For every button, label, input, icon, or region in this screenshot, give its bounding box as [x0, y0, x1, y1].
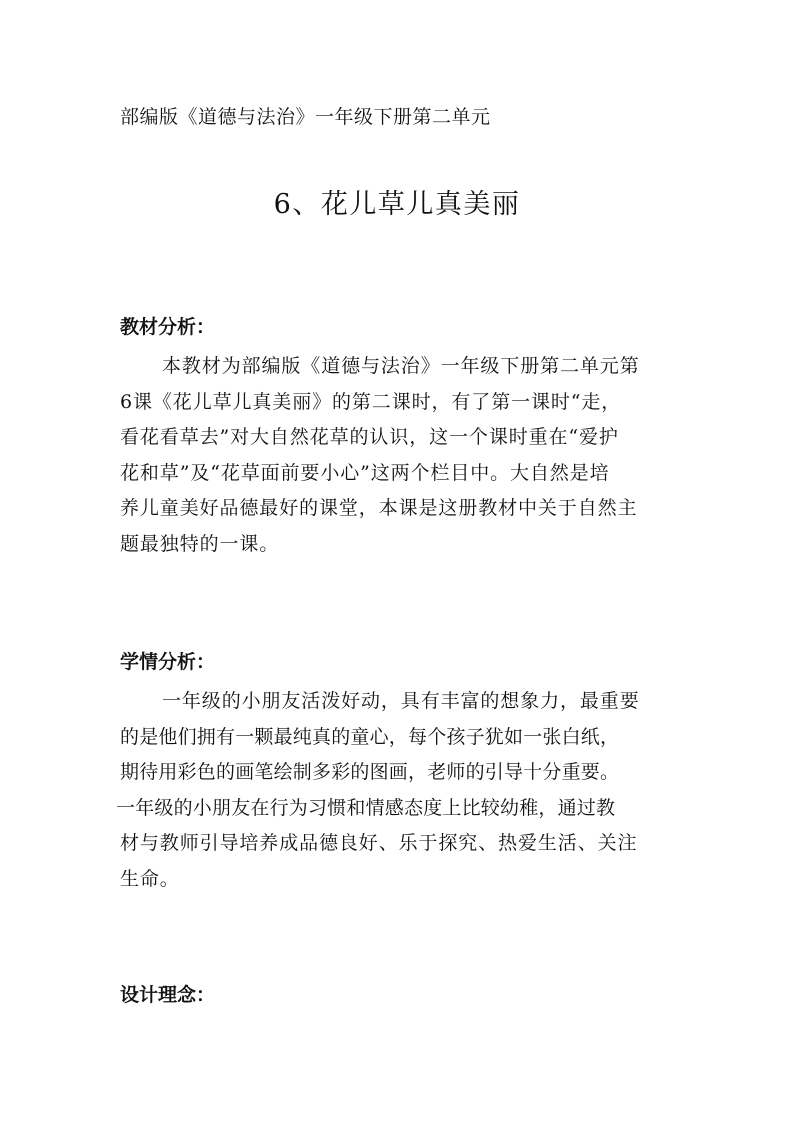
paragraph-line: 养儿童美好品德最好的课堂，本课是这册教材中关于自然主 — [120, 497, 638, 519]
section-heading-textbook-analysis: 教材分析： — [120, 316, 216, 338]
unit-header: 部编版《道德与法治》一年级下册第二单元 — [120, 106, 491, 128]
paragraph-line: 本教材为部编版《道德与法治》一年级下册第二单元第 — [162, 355, 640, 377]
lesson-title: 6、花儿草儿真美丽 — [273, 189, 521, 220]
paragraph-line: 一年级的小朋友在行为习惯和情感态度上比较幼稚，通过教 — [116, 796, 616, 819]
paragraph-student-analysis — [116, 684, 680, 897]
paragraph-line: 生命。 — [120, 867, 180, 890]
paragraph-line: 的是他们拥有一颗最纯真的童心，每个孩子犹如一张白纸， — [120, 725, 620, 748]
paragraph-line: 一年级的小朋友活泼好动，具有丰富的想象力，最重要 — [162, 690, 640, 712]
paragraph-line: 材与教师引导培养成品德良好、乐于探究、热爱生活、关注 — [120, 832, 638, 854]
paragraph-line: 题最独特的一课。 — [120, 532, 280, 555]
paragraph-line: 看花看草去”对大自然花草的认识，这一个课时重在“爱护 — [120, 426, 619, 448]
paragraph-textbook-analysis — [120, 349, 680, 562]
section-heading-design-concept: 设计理念： — [120, 984, 216, 1006]
paragraph-line: 花和草”及“花草面前要小心”这两个栏目中。大自然是培 — [120, 461, 610, 484]
paragraph-line: 期待用彩色的画笔绘制多彩的图画，老师的引导十分重要。 — [120, 761, 620, 783]
section-heading-student-analysis: 学情分析： — [120, 651, 216, 673]
paragraph-line: 6课《花儿草儿真美丽》的第二课时，有了第一课时“走， — [120, 390, 622, 413]
